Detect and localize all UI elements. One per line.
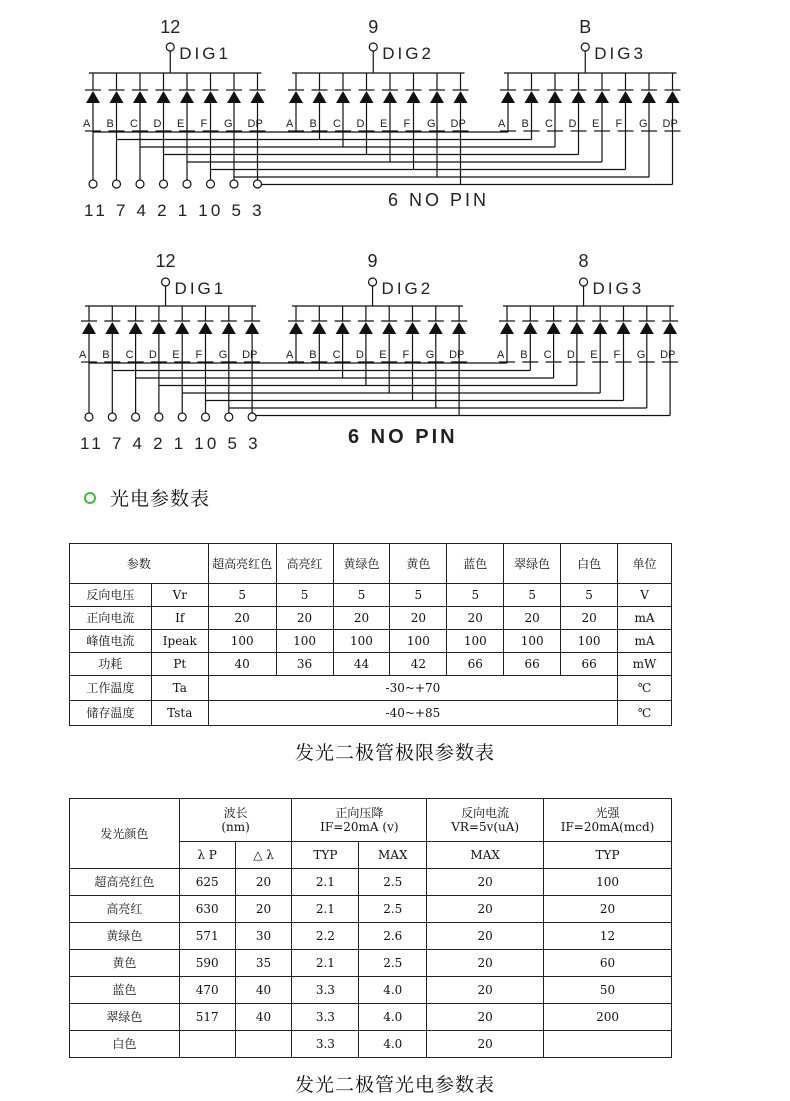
iv-header bbox=[544, 799, 672, 842]
segment-label: B bbox=[309, 349, 317, 361]
wavelength-header-line2: (nm) bbox=[221, 820, 250, 834]
segment-label: C bbox=[125, 349, 134, 361]
led-diode-icon bbox=[525, 91, 539, 103]
led-diode-icon bbox=[382, 322, 396, 334]
value-cell: 5 bbox=[561, 584, 618, 607]
value-cell: 200 bbox=[544, 1004, 672, 1031]
external-pin-circle bbox=[85, 413, 93, 421]
segment-label: C bbox=[332, 349, 341, 361]
value-cell: 3.3 bbox=[292, 977, 359, 1004]
value-cell: 20 bbox=[427, 1031, 544, 1058]
wavelength-header-line1: 波长 bbox=[223, 806, 248, 820]
pin-numbers: 11 7 4 2 1 10 5 3 bbox=[84, 201, 265, 220]
segment-label: B bbox=[309, 118, 317, 130]
table-row bbox=[70, 630, 672, 653]
led-diode-icon bbox=[222, 322, 236, 334]
pin-numbers: 11 7 4 2 1 10 5 3 bbox=[80, 434, 261, 453]
value-cell: 12 bbox=[544, 923, 672, 950]
segment-label: F bbox=[615, 118, 623, 130]
ir-header-line1: 反向电流 bbox=[461, 806, 510, 820]
segment-label: A bbox=[498, 118, 506, 130]
external-pin-circle bbox=[248, 413, 256, 421]
segment-label: A bbox=[286, 349, 294, 361]
led-diode-icon bbox=[619, 91, 633, 103]
segment-label: E bbox=[380, 118, 388, 130]
value-cell: 66 bbox=[447, 653, 504, 676]
value-cell: 20 bbox=[427, 869, 544, 896]
segment-label: C bbox=[543, 349, 552, 361]
external-pin-circle bbox=[113, 180, 121, 188]
segment-label: A bbox=[83, 118, 91, 130]
value-cell: 100 bbox=[208, 630, 276, 653]
limits-caption: 发光二极管极限参数表 bbox=[294, 742, 495, 764]
external-pin-circle bbox=[207, 180, 215, 188]
color-name-cell: 黄绿色 bbox=[70, 923, 180, 950]
led-diode-icon bbox=[572, 91, 586, 103]
value-cell: 20 bbox=[208, 607, 276, 630]
value-cell: 2.1 bbox=[292, 896, 359, 923]
segment-label: E bbox=[379, 349, 387, 361]
table-row bbox=[70, 977, 672, 1004]
external-pin-circle bbox=[230, 180, 238, 188]
segment-label: B bbox=[520, 349, 528, 361]
param-symbol-cell: Vr bbox=[151, 584, 208, 607]
value-cell: 5 bbox=[390, 584, 447, 607]
color-header: 黄色 bbox=[390, 544, 447, 584]
external-pin-circle bbox=[89, 180, 97, 188]
led-diode-icon bbox=[157, 91, 171, 103]
segment-label: F bbox=[403, 118, 411, 130]
led-diode-icon bbox=[663, 322, 677, 334]
segment-label: C bbox=[545, 118, 553, 130]
unit-header: 单位 bbox=[618, 544, 672, 584]
segment-label: G bbox=[224, 118, 233, 130]
external-pin-circle bbox=[254, 180, 262, 188]
table-row bbox=[70, 653, 672, 676]
section-heading bbox=[84, 484, 210, 511]
value-cell: 20 bbox=[447, 607, 504, 630]
led-diode-icon bbox=[312, 322, 326, 334]
color-header: 发光颜色 bbox=[70, 799, 180, 869]
value-cell: 66 bbox=[504, 653, 561, 676]
led-diode-icon bbox=[523, 322, 537, 334]
value-cell: 20 bbox=[561, 607, 618, 630]
external-pin-circle bbox=[108, 413, 116, 421]
value-cell: 60 bbox=[544, 950, 672, 977]
segment-label: G bbox=[636, 349, 646, 361]
param-name-cell: 正向电流 bbox=[70, 607, 152, 630]
led-diode-icon bbox=[383, 91, 397, 103]
led-diode-icon bbox=[110, 91, 124, 103]
led-diode-icon bbox=[105, 322, 119, 334]
section-title-text: 光电参数表 bbox=[110, 488, 211, 510]
range-cell: -40~+85 bbox=[208, 701, 617, 726]
value-cell: 5 bbox=[276, 584, 333, 607]
led-diode-icon bbox=[336, 322, 350, 334]
value-cell: 100 bbox=[561, 630, 618, 653]
param-name-cell: 工作温度 bbox=[70, 676, 152, 701]
value-cell: 100 bbox=[447, 630, 504, 653]
param-name-cell: 功耗 bbox=[70, 653, 152, 676]
table-row bbox=[70, 950, 672, 977]
segment-label: D bbox=[568, 118, 577, 130]
segment-label: D bbox=[355, 349, 364, 361]
digit-pin-number: 9 bbox=[367, 251, 378, 271]
unit-cell: mW bbox=[618, 653, 672, 676]
value-cell: 100 bbox=[390, 630, 447, 653]
external-pin-circle bbox=[132, 413, 140, 421]
color-name-cell: 白色 bbox=[70, 1031, 180, 1058]
param-symbol-cell: Ipeak bbox=[151, 630, 208, 653]
param-symbol-cell: Tsta bbox=[151, 701, 208, 726]
common-pin-circle bbox=[369, 278, 377, 286]
iv-header-line2: IF=20mA(mcd) bbox=[560, 820, 655, 834]
value-cell: 2.2 bbox=[292, 923, 359, 950]
common-pin-circle bbox=[580, 278, 588, 286]
common-pin-circle bbox=[162, 278, 170, 286]
value-cell: 517 bbox=[179, 1004, 235, 1031]
led-diode-icon bbox=[245, 322, 259, 334]
param-name-cell: 峰值电流 bbox=[70, 630, 152, 653]
external-pin-circle bbox=[136, 180, 144, 188]
segment-label: F bbox=[613, 349, 621, 361]
optical-table bbox=[69, 798, 672, 1058]
external-pin-circle bbox=[202, 413, 210, 421]
value-cell: 470 bbox=[179, 977, 235, 1004]
value-cell: 2.5 bbox=[359, 950, 427, 977]
value-cell: 20 bbox=[427, 977, 544, 1004]
value-cell: 20 bbox=[427, 896, 544, 923]
led-diode-icon bbox=[406, 322, 420, 334]
table-row bbox=[70, 584, 672, 607]
led-diode-icon bbox=[617, 322, 631, 334]
sub-header: MAX bbox=[359, 842, 427, 869]
segment-label: D bbox=[566, 349, 575, 361]
digit-label: DIG1 bbox=[174, 279, 227, 298]
external-pin-circle bbox=[225, 413, 233, 421]
value-cell: 20 bbox=[427, 923, 544, 950]
unit-cell: mA bbox=[618, 607, 672, 630]
param-symbol-cell: Pt bbox=[151, 653, 208, 676]
segment-label: DP bbox=[449, 349, 465, 361]
color-header: 超高亮红色 bbox=[208, 544, 276, 584]
led-diode-icon bbox=[175, 322, 189, 334]
digit-pin-number: 12 bbox=[160, 17, 181, 37]
led-diode-icon bbox=[595, 91, 609, 103]
param-symbol-cell: If bbox=[151, 607, 208, 630]
color-header: 黄绿色 bbox=[333, 544, 390, 584]
unit-cell: mA bbox=[618, 630, 672, 653]
value-cell bbox=[235, 1031, 292, 1058]
no-pin-note: 6 NO PIN bbox=[348, 426, 458, 448]
sub-header: TYP bbox=[544, 842, 672, 869]
color-name-cell: 翠绿色 bbox=[70, 1004, 180, 1031]
segment-label: D bbox=[356, 118, 365, 130]
wavelength-header bbox=[179, 799, 292, 842]
led-diode-icon bbox=[430, 91, 444, 103]
value-cell: 100 bbox=[544, 869, 672, 896]
segment-label: A bbox=[497, 349, 505, 361]
unit-cell: ℃ bbox=[618, 676, 672, 701]
value-cell bbox=[544, 1031, 672, 1058]
digit-label: DIG3 bbox=[592, 279, 645, 298]
value-cell: 2.5 bbox=[359, 869, 427, 896]
value-cell: 625 bbox=[179, 869, 235, 896]
color-header: 高亮红 bbox=[276, 544, 333, 584]
segment-label: A bbox=[286, 118, 294, 130]
value-cell: 3.3 bbox=[292, 1031, 359, 1058]
value-cell: 20 bbox=[276, 607, 333, 630]
common-pin-circle bbox=[369, 43, 377, 51]
sub-header: MAX bbox=[427, 842, 544, 869]
sub-header: λ P bbox=[179, 842, 235, 869]
common-pin-circle bbox=[166, 43, 174, 51]
external-pin-circle bbox=[183, 180, 191, 188]
value-cell: 2.1 bbox=[292, 869, 359, 896]
led-diode-icon bbox=[548, 91, 562, 103]
value-cell: 66 bbox=[561, 653, 618, 676]
pin-diagram-top bbox=[0, 0, 790, 230]
digit-pin-number: B bbox=[579, 17, 592, 37]
digit-pin-number: 12 bbox=[155, 251, 176, 271]
sub-header: △ λ bbox=[235, 842, 292, 869]
segment-label: DP bbox=[450, 118, 466, 130]
value-cell: 5 bbox=[333, 584, 390, 607]
value-cell: 42 bbox=[390, 653, 447, 676]
led-diode-icon bbox=[547, 322, 561, 334]
vf-header-line2: IF=20mA (v) bbox=[320, 820, 399, 834]
value-cell: 2.5 bbox=[359, 896, 427, 923]
led-diode-icon bbox=[500, 322, 514, 334]
no-pin-note: 6 NO PIN bbox=[388, 190, 490, 210]
segment-label: DP bbox=[242, 349, 258, 361]
color-name-cell: 超高亮红色 bbox=[70, 869, 180, 896]
vf-header-line1: 正向压降 bbox=[335, 806, 384, 820]
segment-label: E bbox=[177, 118, 185, 130]
led-diode-icon bbox=[359, 322, 373, 334]
vf-header bbox=[292, 799, 427, 842]
led-diode-icon bbox=[336, 91, 350, 103]
table-row bbox=[70, 1031, 672, 1058]
digit-pin-number: 9 bbox=[368, 17, 379, 37]
led-diode-icon bbox=[204, 91, 218, 103]
external-pin-circle bbox=[160, 180, 168, 188]
value-cell: 20 bbox=[544, 896, 672, 923]
segment-label: E bbox=[590, 349, 598, 361]
led-diode-icon bbox=[199, 322, 213, 334]
led-diode-icon bbox=[407, 91, 421, 103]
ir-header-line2: VR=5v(uA) bbox=[451, 820, 520, 834]
value-cell: 40 bbox=[235, 1004, 292, 1031]
value-cell: 20 bbox=[390, 607, 447, 630]
segment-label: C bbox=[333, 118, 341, 130]
table-row bbox=[70, 701, 672, 726]
value-cell: 4.0 bbox=[359, 1004, 427, 1031]
value-cell: 100 bbox=[504, 630, 561, 653]
led-diode-icon bbox=[289, 91, 303, 103]
segment-label: B bbox=[102, 349, 110, 361]
value-cell: 3.3 bbox=[292, 1004, 359, 1031]
optical-header-row bbox=[70, 799, 672, 842]
pin-diagram-bottom bbox=[0, 235, 790, 455]
led-diode-icon bbox=[593, 322, 607, 334]
table-row bbox=[70, 896, 672, 923]
pin-diagram-top-svg bbox=[0, 0, 790, 230]
value-cell: 4.0 bbox=[359, 1031, 427, 1058]
ir-header bbox=[427, 799, 544, 842]
value-cell: 50 bbox=[544, 977, 672, 1004]
value-cell: 20 bbox=[504, 607, 561, 630]
led-diode-icon bbox=[454, 91, 468, 103]
color-name-cell: 黄色 bbox=[70, 950, 180, 977]
value-cell: 35 bbox=[235, 950, 292, 977]
segment-label: B bbox=[106, 118, 114, 130]
segment-label: D bbox=[153, 118, 162, 130]
segment-label: G bbox=[639, 118, 648, 130]
value-cell: 40 bbox=[208, 653, 276, 676]
color-header: 翠绿色 bbox=[504, 544, 561, 584]
led-diode-icon bbox=[82, 322, 96, 334]
segment-label: D bbox=[148, 349, 157, 361]
external-pin-circle bbox=[178, 413, 186, 421]
param-symbol-cell: Ta bbox=[151, 676, 208, 701]
led-diode-icon bbox=[289, 322, 303, 334]
param-name-cell: 储存温度 bbox=[70, 701, 152, 726]
limits-table bbox=[69, 543, 672, 726]
value-cell: 20 bbox=[235, 896, 292, 923]
value-cell: 5 bbox=[447, 584, 504, 607]
value-cell: 630 bbox=[179, 896, 235, 923]
value-cell: 36 bbox=[276, 653, 333, 676]
led-diode-icon bbox=[180, 91, 194, 103]
limits-header-row bbox=[70, 544, 672, 584]
led-diode-icon bbox=[360, 91, 374, 103]
segment-label: F bbox=[195, 349, 203, 361]
value-cell: 4.0 bbox=[359, 977, 427, 1004]
value-cell: 5 bbox=[208, 584, 276, 607]
table-row bbox=[70, 676, 672, 701]
value-cell: 30 bbox=[235, 923, 292, 950]
value-cell: 571 bbox=[179, 923, 235, 950]
led-diode-icon bbox=[642, 91, 656, 103]
table-row bbox=[70, 869, 672, 896]
led-diode-icon bbox=[86, 91, 100, 103]
color-name-cell: 高亮红 bbox=[70, 896, 180, 923]
segment-label: DP bbox=[247, 118, 263, 130]
led-diode-icon bbox=[251, 91, 265, 103]
segment-label: G bbox=[427, 118, 436, 130]
segment-label: DP bbox=[660, 349, 676, 361]
value-cell: 20 bbox=[427, 950, 544, 977]
common-pin-circle bbox=[581, 43, 589, 51]
digit-label: DIG2 bbox=[382, 44, 434, 63]
digit-label: DIG3 bbox=[594, 44, 646, 63]
value-cell: 2.1 bbox=[292, 950, 359, 977]
table-row bbox=[70, 1004, 672, 1031]
segment-label: G bbox=[425, 349, 435, 361]
external-pin-circle bbox=[155, 413, 163, 421]
led-diode-icon bbox=[313, 91, 327, 103]
segment-label: E bbox=[592, 118, 600, 130]
value-cell: 590 bbox=[179, 950, 235, 977]
value-cell: 40 bbox=[235, 977, 292, 1004]
led-diode-icon bbox=[133, 91, 147, 103]
value-cell: 100 bbox=[333, 630, 390, 653]
segment-label: C bbox=[130, 118, 138, 130]
range-cell: -30~+70 bbox=[208, 676, 617, 701]
value-cell: 20 bbox=[333, 607, 390, 630]
segment-label: F bbox=[200, 118, 208, 130]
sub-header: TYP bbox=[292, 842, 359, 869]
optical-caption: 发光二极管光电参数表 bbox=[294, 1074, 495, 1096]
led-diode-icon bbox=[666, 91, 680, 103]
color-header: 蓝色 bbox=[447, 544, 504, 584]
led-diode-icon bbox=[429, 322, 443, 334]
digit-label: DIG2 bbox=[381, 279, 434, 298]
led-diode-icon bbox=[570, 322, 584, 334]
bullet-circle-icon bbox=[84, 492, 96, 504]
segment-label: E bbox=[172, 349, 180, 361]
value-cell: 20 bbox=[427, 1004, 544, 1031]
table-row bbox=[70, 607, 672, 630]
color-header: 白色 bbox=[561, 544, 618, 584]
value-cell: 2.6 bbox=[359, 923, 427, 950]
segment-label: B bbox=[521, 118, 529, 130]
value-cell: 44 bbox=[333, 653, 390, 676]
pin-diagram-bottom-svg bbox=[0, 235, 790, 455]
value-cell: 5 bbox=[504, 584, 561, 607]
iv-header-line1: 光强 bbox=[595, 806, 620, 820]
led-diode-icon bbox=[129, 322, 143, 334]
value-cell: 20 bbox=[235, 869, 292, 896]
value-cell: 100 bbox=[276, 630, 333, 653]
led-diode-icon bbox=[227, 91, 241, 103]
param-header: 参数 bbox=[70, 544, 209, 584]
led-diode-icon bbox=[152, 322, 166, 334]
table-row bbox=[70, 923, 672, 950]
segment-label: F bbox=[402, 349, 410, 361]
unit-cell: ℃ bbox=[618, 701, 672, 726]
segment-label: G bbox=[218, 349, 228, 361]
value-cell bbox=[179, 1031, 235, 1058]
segment-label: A bbox=[79, 349, 87, 361]
led-diode-icon bbox=[452, 322, 466, 334]
unit-cell: V bbox=[618, 584, 672, 607]
digit-pin-number: 8 bbox=[578, 251, 589, 271]
segment-label: DP bbox=[662, 118, 678, 130]
digit-label: DIG1 bbox=[179, 44, 231, 63]
led-diode-icon bbox=[640, 322, 654, 334]
led-diode-icon bbox=[501, 91, 515, 103]
color-name-cell: 蓝色 bbox=[70, 977, 180, 1004]
param-name-cell: 反向电压 bbox=[70, 584, 152, 607]
